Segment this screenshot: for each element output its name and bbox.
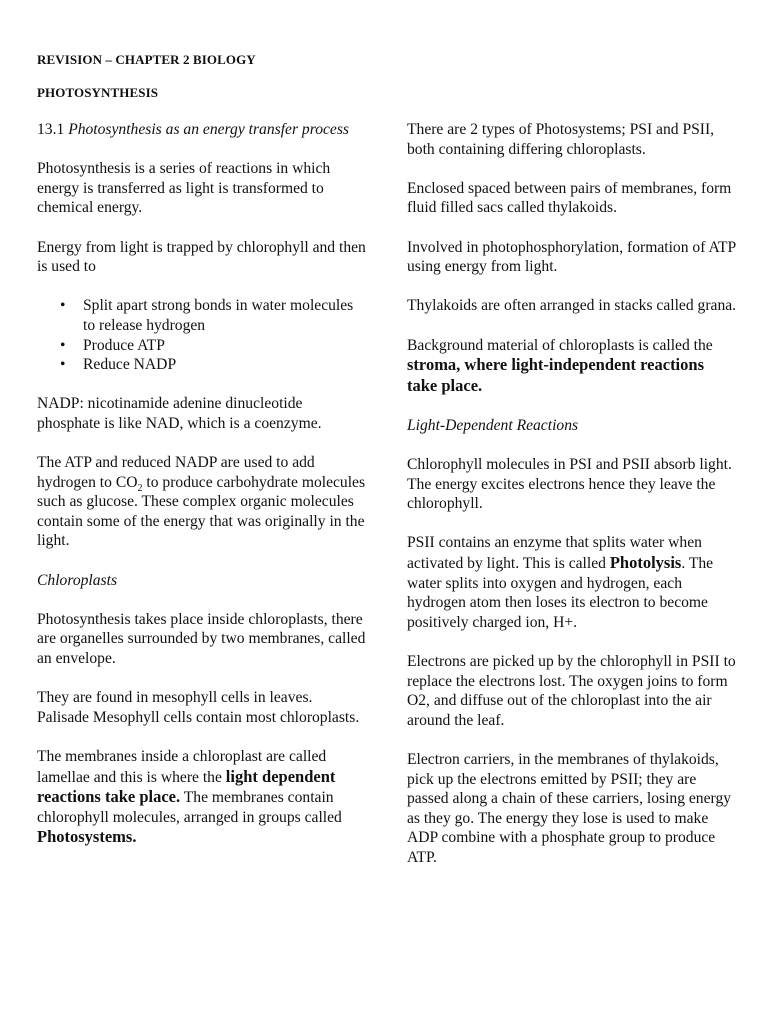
paragraph-grana: Thylakoids are often arranged in stacks called grana. <box>407 297 737 315</box>
document-title: REVISION – CHAPTER 2 BIOLOGY <box>37 52 256 67</box>
paragraph-absorb-light: Chlorophyll molecules in PSI and PSII absorb light. The energy excites electrons hence they leave the chlorophyll. <box>407 456 732 513</box>
list-item: • Reduce NADP <box>60 356 177 374</box>
bullet-icon: • <box>60 297 66 315</box>
section-title: Photosynthesis as an energy transfer process <box>68 121 349 138</box>
paragraph-lamellae: The membranes inside a chloroplast are called lamellae and this is where the light dependent reactions take place. The membranes contain chlorophyll molecules, arranged in groups called Photosystems. <box>37 748 342 847</box>
list-item: • Split apart strong bonds in water molecules to release hydrogen <box>60 297 354 334</box>
paragraph-chloroplasts: Photosynthesis takes place inside chloroplasts, there are organelles surrounded by two membranes, called an envelope. <box>37 610 366 668</box>
bullet-icon: • <box>60 336 66 354</box>
right-column <box>407 120 737 887</box>
section-number: 13.1 <box>37 121 69 138</box>
list-item: • Produce ATP <box>60 336 165 354</box>
paragraph-nadp: NADP: nicotinamide adenine dinucleotide phosphate is like NAD, which is a coenzyme. <box>37 395 322 432</box>
paragraph-electrons: Electrons are picked up by the chlorophyll in PSII to replace the electrons lost. The oxygen joins to form O2, and diffuse out of the chloroplast into the air around the leaf. <box>407 653 736 729</box>
paragraph-photosystems: There are 2 types of Photosystems; PSI and PSII, both containing differing chloroplasts. <box>407 121 715 158</box>
light-dependent-heading: Light-Dependent Reactions <box>407 416 579 434</box>
section-heading <box>37 120 367 140</box>
bullet-icon: • <box>60 356 66 374</box>
paragraph-mesophyll: They are found in mesophyll cells in leaves. Palisade Mesophyll cells contain most chloroplasts. <box>37 689 360 726</box>
paragraph-atp: The ATP and reduced NADP are used to add hydrogen to $CO_2$ to produce carbohydrate molecules such as glucose. These complex organic molecules contain some of the energy that was originally in the light. <box>37 454 366 550</box>
paragraph-electron-carriers: Electron carriers, in the membranes of thylakoids, pick up the electrons emitted by PSII; they are passed along a chain of these carriers, losing energy as they go. The energy they lose is used to make ADP combine with a phosphate group to produce ATP. <box>407 751 732 866</box>
chloroplasts-heading: Chloroplasts <box>37 571 118 589</box>
paragraph-thylakoids: Enclosed spaced between pairs of membranes, form fluid filled sacs called thylakoids. <box>407 179 732 217</box>
paragraph-photolysis: PSII contains an enzyme that splits water when activated by light. This is called Photolysis. The water splits into oxygen and hydrogen, each hydrogen atom then loses its electron to become positively charged ion, H+. <box>407 534 714 631</box>
document-subtitle: PHOTOSYNTHESIS <box>37 85 159 100</box>
bullet-list <box>37 296 367 374</box>
paragraph-energy-light: Energy from light is trapped by chlorophyll and then is used to <box>37 238 366 276</box>
paragraph-stroma: Background material of chloroplasts is called the stroma, where light-independent reactions take place. <box>407 336 713 395</box>
paragraph-definition: Photosynthesis is a series of reactions in which energy is transferred as light is transformed to chemical energy. <box>37 160 331 217</box>
left-column <box>37 120 367 868</box>
paragraph-photophosphorylation: Involved in photophosphorylation, formation of ATP using energy from light. <box>407 238 736 276</box>
